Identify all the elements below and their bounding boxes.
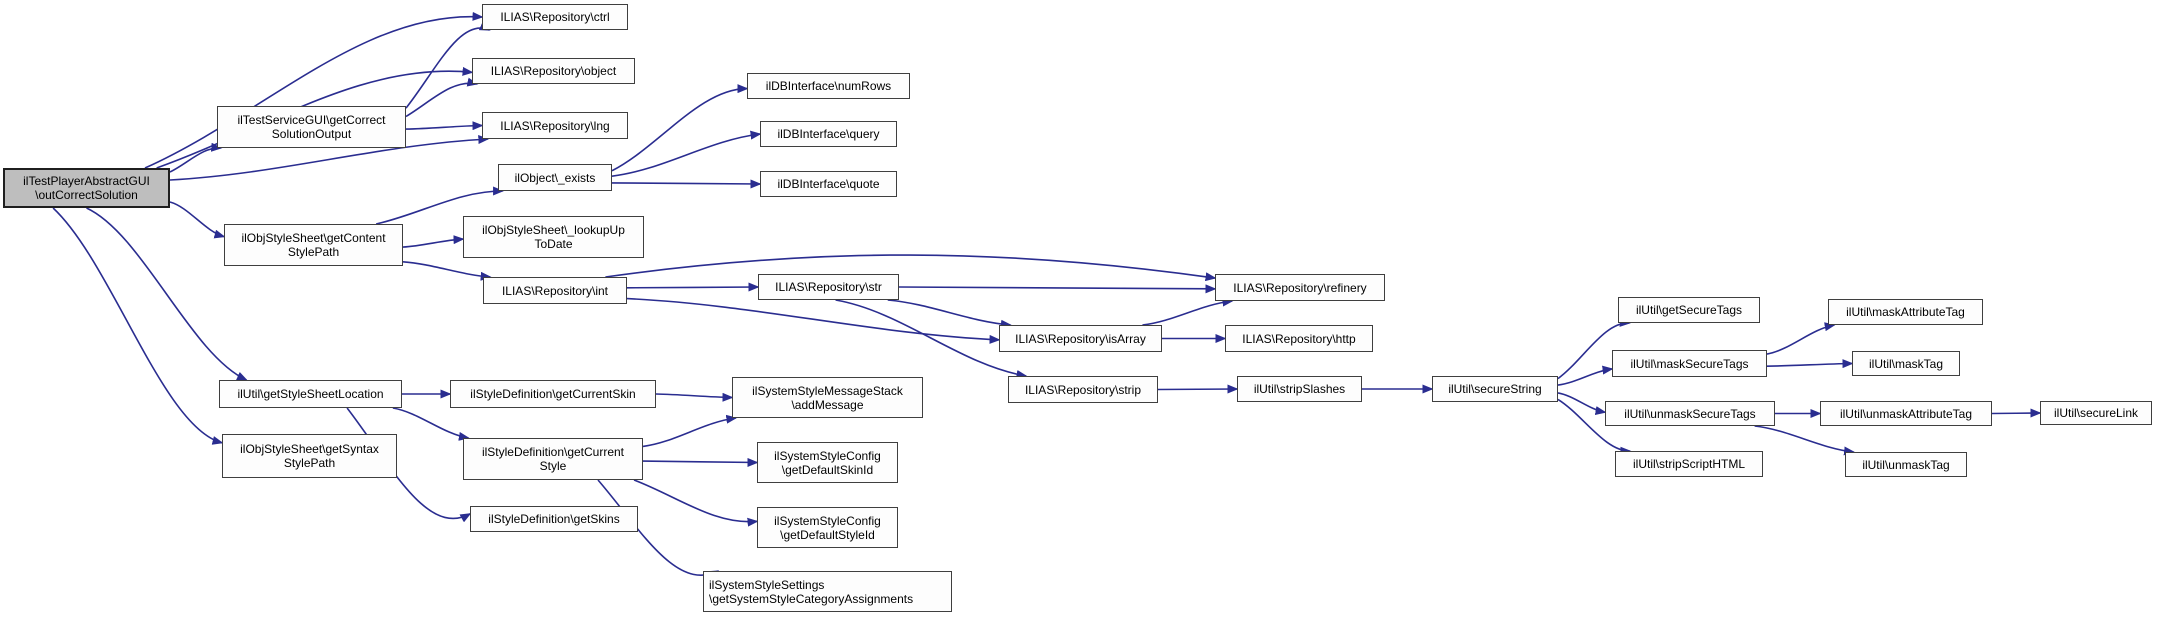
call-edge-getCurrentStyle-to-getDefaultSkinId xyxy=(643,461,757,462)
call-edge-strip-to-stripSlashes xyxy=(1158,389,1237,390)
call-edge-getCorrectSolutionOutput-to-lng xyxy=(406,126,482,130)
graph-node-label: ilUtil\stripSlashes xyxy=(1253,382,1346,396)
graph-node-label: ILIAS\Repository\int xyxy=(501,283,609,298)
graph-node-query[interactable] xyxy=(760,121,897,147)
graph-node-getCurrentSkin[interactable] xyxy=(450,380,656,408)
graph-node-getContentStylePath[interactable] xyxy=(224,224,403,266)
graph-node-getCorrectSolutionOutput[interactable] xyxy=(217,106,406,148)
call-edge-maskSecureTags-to-maskAttributeTag xyxy=(1767,325,1834,354)
graph-node-label: SolutionOutput xyxy=(271,127,352,141)
graph-node-label: ilObjStyleSheet\getContent xyxy=(241,231,386,245)
graph-node-secureString[interactable] xyxy=(1432,376,1558,402)
graph-node-label: ilStyleDefinition\getCurrent xyxy=(481,445,625,459)
graph-node-label: ilDBInterface\query xyxy=(777,127,880,141)
graph-node-label: \addMessage xyxy=(791,397,864,412)
graph-node-label: ilUtil\unmaskTag xyxy=(1862,457,1950,472)
graph-node-label: ilSystemStyleConfig xyxy=(774,448,881,463)
graph-node-label: ilSystemStyleConfig xyxy=(774,513,881,528)
graph-node-label: ilDBInterface\quote xyxy=(777,177,880,191)
call-edge-outCorrectSolution-to-getStyleSheetLocation xyxy=(87,208,247,380)
graph-node-label: ilTestPlayerAbstractGUI xyxy=(23,174,150,188)
graph-node-getSkins[interactable] xyxy=(470,506,638,532)
graph-node-label: ILIAS\Repository\ctrl xyxy=(500,10,610,24)
graph-node-quote[interactable] xyxy=(760,171,897,197)
call-edge-int-to-isArray xyxy=(627,299,999,340)
graph-node-label: ilUtil\stripScriptHTML xyxy=(1632,457,1745,471)
graph-node-getSecureTags[interactable] xyxy=(1618,297,1760,323)
call-edge-isArray-to-refinery xyxy=(1142,301,1232,325)
graph-node-lookupUpToDate[interactable] xyxy=(463,216,644,258)
call-edge-getCurrentStyle-to-addMessage xyxy=(643,418,736,446)
call-edge-outCorrectSolution-to-getSyntaxStylePath xyxy=(53,208,222,443)
graph-node-label: ilUtil\unmaskAttributeTag xyxy=(1839,406,1973,421)
graph-node-getSystemStyleCategoryAssignments[interactable] xyxy=(703,571,952,612)
call-edge-secureString-to-unmaskSecureTags xyxy=(1558,393,1605,412)
graph-node-label: ILIAS\Repository\refinery xyxy=(1233,280,1367,295)
graph-node-label: ToDate xyxy=(534,237,573,251)
graph-node-label: ilObject\_exists xyxy=(514,170,596,185)
call-edge-str-to-refinery xyxy=(899,287,1215,289)
graph-node-label: ilSystemStyleMessageStack xyxy=(752,383,903,398)
graph-node-label: ILIAS\Repository\str xyxy=(775,280,882,294)
graph-node-lng[interactable] xyxy=(482,112,628,139)
graph-node-label: ilTestServiceGUI\getCorrect xyxy=(237,113,386,127)
graph-node-label: ilUtil\maskSecureTags xyxy=(1630,356,1749,371)
call-edge-exists-to-quote xyxy=(612,183,760,184)
graph-node-label: ilUtil\secureLink xyxy=(2053,406,2139,420)
graph-node-getDefaultStyleId[interactable] xyxy=(757,507,898,548)
graph-node-getStyleSheetLocation[interactable] xyxy=(219,380,402,408)
graph-node-label: ilStyleDefinition\getCurrentSkin xyxy=(470,387,636,401)
call-edge-exists-to-query xyxy=(612,134,760,176)
graph-node-maskSecureTags[interactable] xyxy=(1612,350,1767,377)
call-edge-getCurrentStyle-to-getDefaultStyleId xyxy=(634,480,757,522)
graph-node-label: ilUtil\secureString xyxy=(1448,382,1542,396)
graph-node-label: ilUtil\unmaskSecureTags xyxy=(1624,406,1756,421)
graph-node-unmaskAttributeTag[interactable] xyxy=(1820,401,1992,426)
call-edge-unmaskAttributeTag-to-secureLink xyxy=(1992,413,2040,414)
call-edge-str-to-isArray xyxy=(888,300,1011,325)
graph-node-label: \getSystemStyleCategoryAssignments xyxy=(709,591,914,606)
graph-node-stripSlashes[interactable] xyxy=(1237,376,1362,402)
graph-node-maskAttributeTag[interactable] xyxy=(1828,299,1983,325)
call-edge-outCorrectSolution-to-getContentStylePath xyxy=(170,202,224,237)
graph-node-label: ilUtil\getSecureTags xyxy=(1635,303,1743,317)
graph-node-label: ilObjStyleSheet\getSyntax xyxy=(240,442,379,456)
graph-node-label: ilUtil\maskTag xyxy=(1868,356,1943,371)
graph-node-outCorrectSolution[interactable] xyxy=(3,168,170,208)
call-edge-str-to-strip xyxy=(836,300,1026,376)
call-edge-getStyleSheetLocation-to-getCurrentStyle xyxy=(393,408,469,438)
graph-node-label: ILIAS\Repository\http xyxy=(1242,331,1356,346)
graph-node-label: ILIAS\Repository\isArray xyxy=(1015,331,1146,346)
graph-node-strip[interactable] xyxy=(1008,376,1158,403)
call-edge-int-to-refinery xyxy=(605,255,1215,278)
graph-node-maskTag[interactable] xyxy=(1852,351,1960,376)
call-edge-maskSecureTags-to-maskTag xyxy=(1767,364,1852,367)
graph-node-http[interactable] xyxy=(1225,325,1373,352)
graph-node-ctrl[interactable] xyxy=(482,4,628,30)
graph-node-label: ilSystemStyleSettings xyxy=(709,577,825,592)
graph-node-unmaskTag[interactable] xyxy=(1845,452,1967,477)
call-edge-exists-to-numRows xyxy=(612,89,747,171)
graph-node-object[interactable] xyxy=(472,58,635,84)
graph-node-addMessage[interactable] xyxy=(732,377,923,418)
graph-node-label: ilUtil\maskAttributeTag xyxy=(1846,305,1965,319)
graph-node-stripScriptHTML[interactable] xyxy=(1615,451,1763,477)
call-edge-int-to-str xyxy=(627,287,758,288)
graph-node-str[interactable] xyxy=(758,274,899,300)
graph-node-label: ilUtil\getStyleSheetLocation xyxy=(237,387,384,401)
graph-node-getCurrentStyle[interactable] xyxy=(463,438,643,480)
call-edge-getCorrectSolutionOutput-to-object xyxy=(406,83,477,116)
graph-node-label: ILIAS\Repository\lng xyxy=(500,118,610,133)
call-edge-unmaskSecureTags-to-unmaskTag xyxy=(1755,426,1854,452)
graph-node-getSyntaxStylePath[interactable] xyxy=(222,434,397,478)
graph-node-secureLink[interactable] xyxy=(2040,401,2152,425)
graph-node-label: Style xyxy=(539,459,567,473)
graph-node-label: ILIAS\Repository\strip xyxy=(1024,382,1142,397)
call-edge-getCurrentSkin-to-addMessage xyxy=(656,394,732,398)
graph-node-label: StylePath xyxy=(283,456,336,470)
graph-node-exists[interactable] xyxy=(498,164,612,191)
call-edge-getContentStylePath-to-int xyxy=(403,262,490,277)
call-edge-getContentStylePath-to-lookupUpToDate xyxy=(403,239,463,247)
graph-node-label: ilStyleDefinition\getSkins xyxy=(488,512,620,526)
graph-node-refinery[interactable] xyxy=(1215,274,1385,301)
graph-node-getDefaultSkinId[interactable] xyxy=(757,442,898,483)
graph-node-isArray[interactable] xyxy=(999,325,1162,352)
graph-node-label: \outCorrectSolution xyxy=(35,188,138,202)
graph-node-unmaskSecureTags[interactable] xyxy=(1605,401,1775,426)
graph-node-label: \getDefaultSkinId xyxy=(781,462,874,477)
graph-node-label: \getDefaultStyleId xyxy=(780,527,875,542)
graph-node-label: ilObjStyleSheet\_lookupUp xyxy=(482,223,625,237)
graph-node-label: ILIAS\Repository\object xyxy=(490,64,617,78)
graph-node-numRows[interactable] xyxy=(747,73,910,99)
graph-node-int[interactable] xyxy=(483,277,627,304)
graph-node-label: ilDBInterface\numRows xyxy=(765,79,892,93)
graph-node-label: StylePath xyxy=(287,245,340,259)
